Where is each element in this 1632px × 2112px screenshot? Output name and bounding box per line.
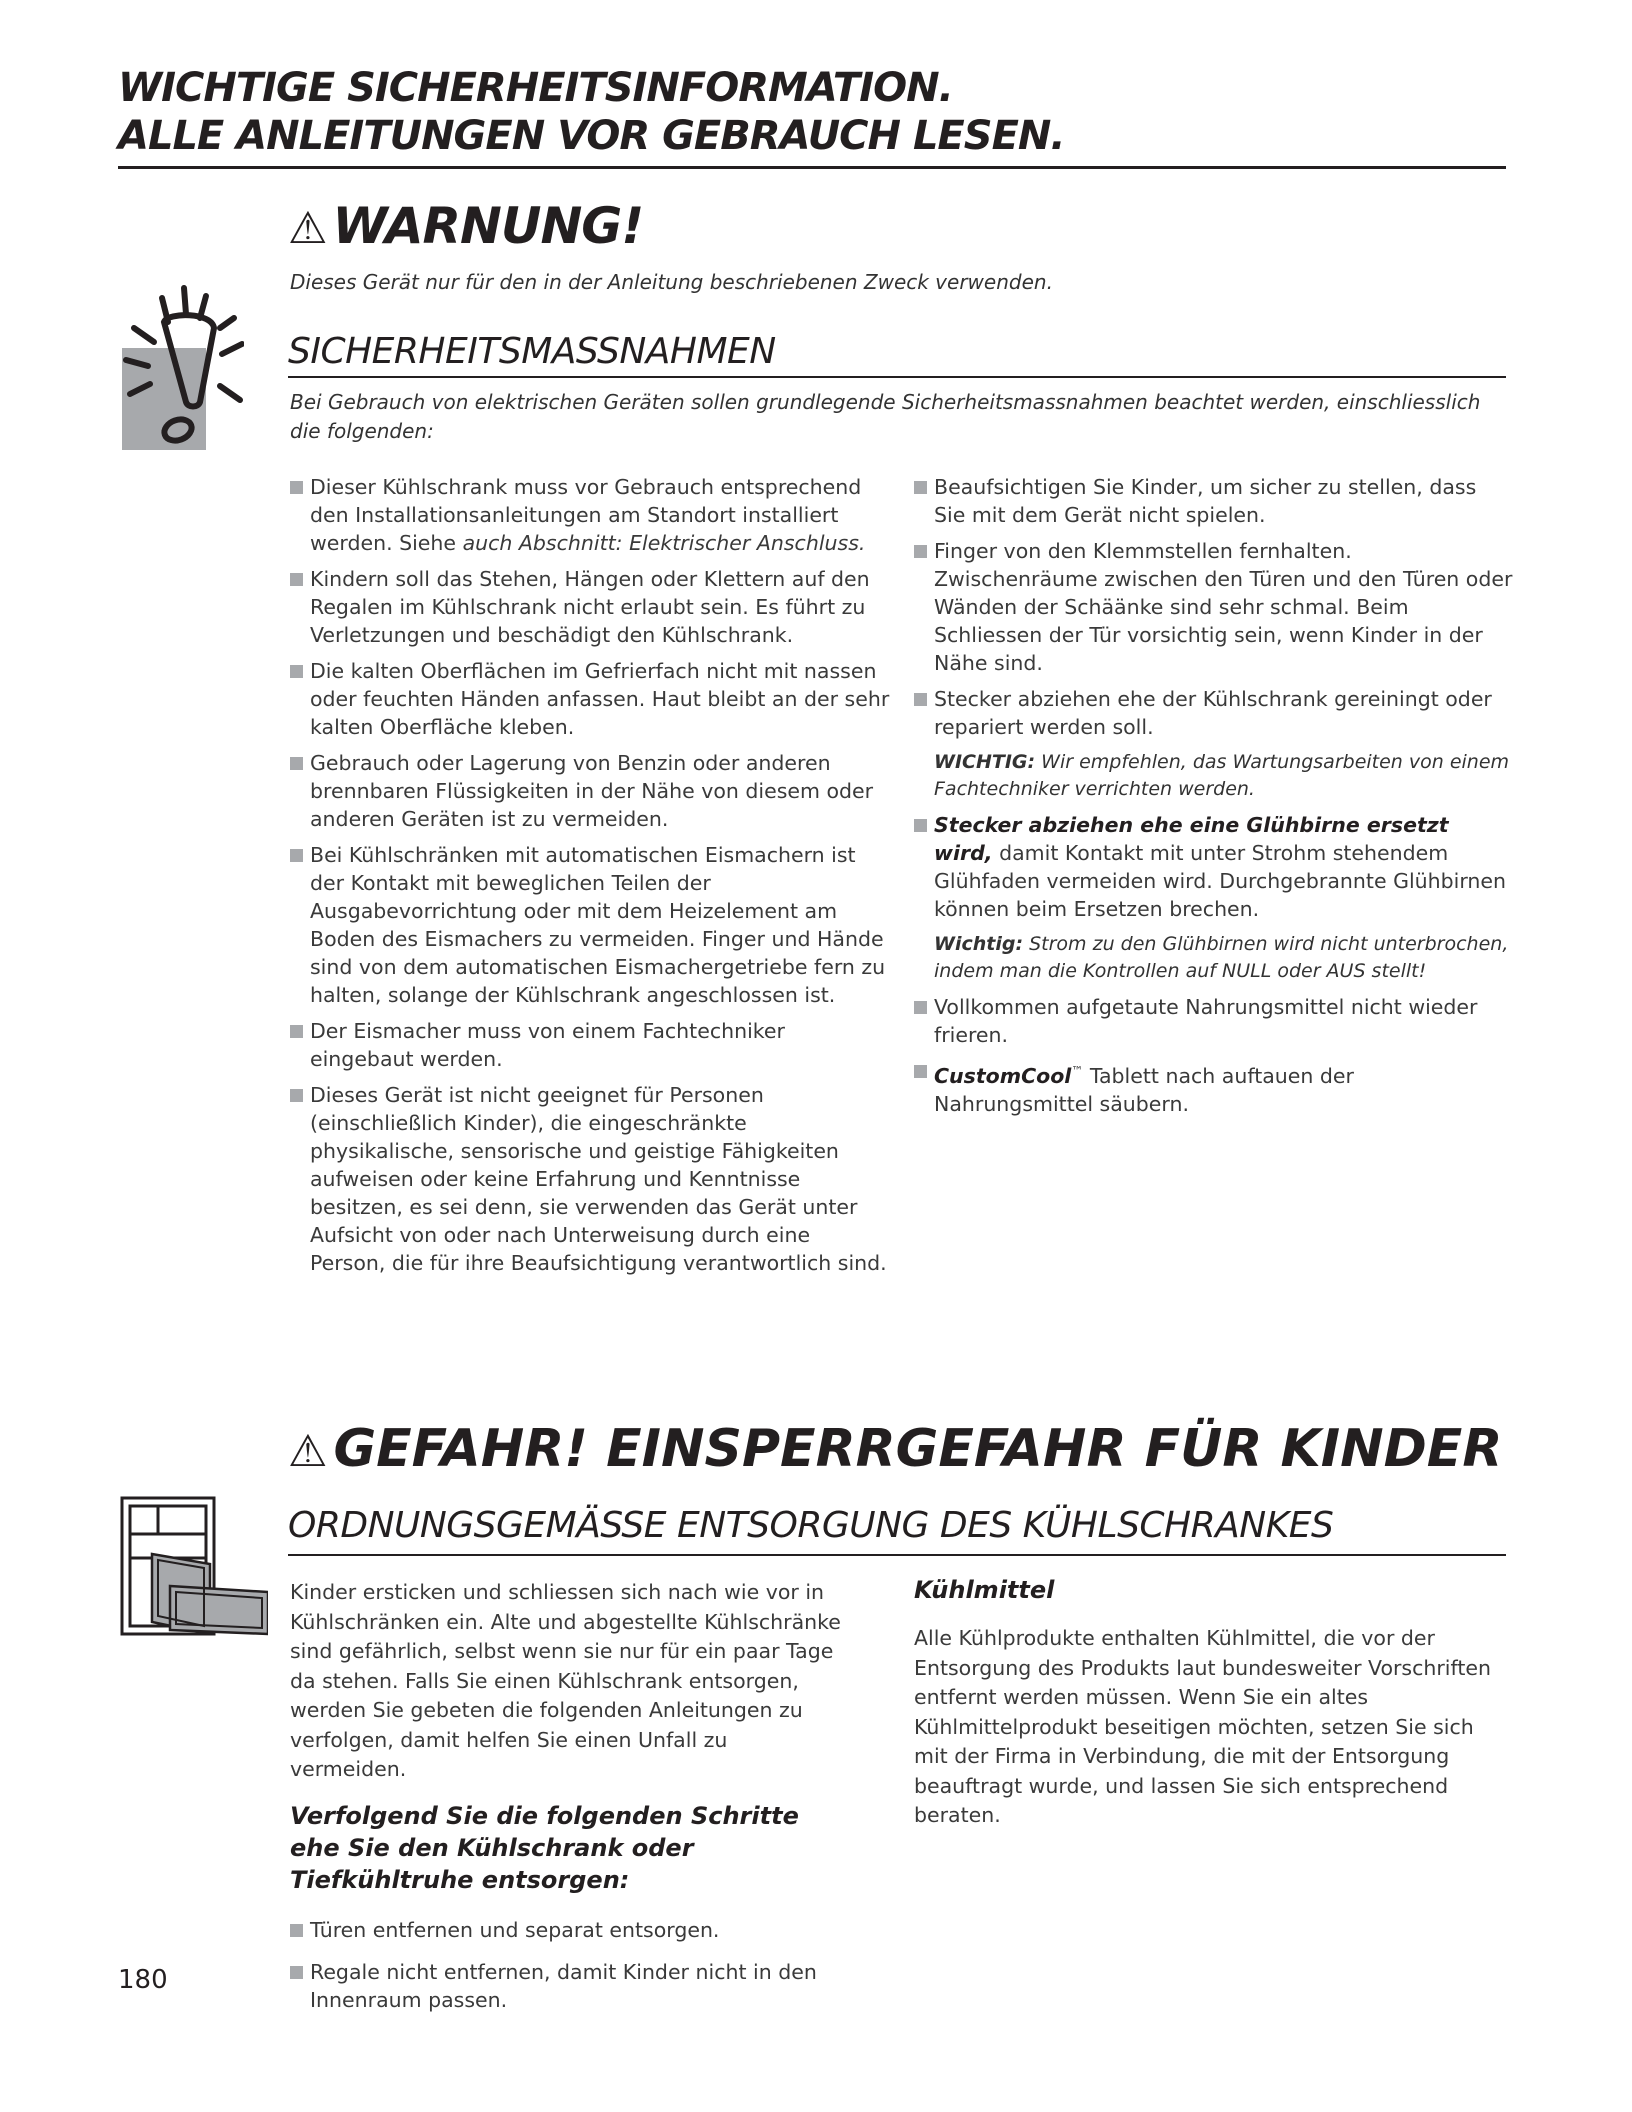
refrigerant-heading: Kühlmittel bbox=[914, 1576, 1055, 1604]
list-item bbox=[290, 1081, 890, 1277]
section-title-disposal: ORDNUNGSGEMÄSSE ENTSORGUNG DES KÜHLSCHRANKES bbox=[288, 1505, 1334, 1546]
open-refrigerator-icon bbox=[118, 1494, 268, 1644]
list-item bbox=[290, 565, 890, 649]
bullet-square-icon bbox=[914, 481, 927, 494]
steps-heading: Verfolgend Sie die folgenden Schritte ehe Sie den Kühlschrank oder Tiefkühltruhe entsorgen: bbox=[290, 1802, 799, 1894]
note-text: Wir empfehlen, das Wartungsarbeiten von einem Fachtechniker verrichten werden. bbox=[934, 751, 1510, 800]
note-text: Strom zu den Glühbirnen wird nicht unterbrochen, indem man die Kontrollen auf NULL oder AUS stellt! bbox=[934, 933, 1509, 982]
section-intro-safety: Bei Gebrauch von elektrischen Geräten sollen grundlegende Sicherheitsmassnahmen beachtet werden, einschliesslich die folgenden: bbox=[290, 390, 1481, 443]
warning-title bbox=[288, 196, 643, 259]
bullet-square-icon bbox=[290, 573, 303, 586]
disposal-steps-list bbox=[290, 1916, 850, 2022]
list-item-text: Tablett nach auftauen der Nahrungsmittel säubern. bbox=[934, 1063, 1354, 1116]
note-label: WICHTIG: bbox=[934, 751, 1036, 773]
bullet-square-icon bbox=[914, 1065, 927, 1078]
list-item-text: Stecker abziehen ehe der Kühlschrank gereiningt oder repariert werden soll. bbox=[934, 687, 1492, 739]
important-note bbox=[914, 931, 1514, 985]
header-title-line-2: ALLE ANLEITUNGEN VOR GEBRAUCH LESEN. bbox=[118, 113, 1065, 159]
safety-list-right bbox=[914, 473, 1514, 1126]
warning-triangle-icon: ⚠ bbox=[288, 1426, 328, 1477]
list-item bbox=[290, 657, 890, 741]
note-label: Wichtig: bbox=[934, 933, 1024, 955]
list-item-text: Bei Kühlschränken mit automatischen Eismachern ist der Kontakt mit beweglichen Teilen der Ausgabevorrichtung oder mit dem Heizelement am Boden des Eismachers zu vermeiden. Finger und Hände sind von dem automatischen Eismachergetriebe fern zu halten, solange der Kühlschrank angeschlossen ist. bbox=[310, 843, 886, 1007]
section-divider-disposal bbox=[288, 1554, 1506, 1556]
list-item bbox=[290, 749, 890, 833]
bullet-square-icon bbox=[914, 545, 927, 558]
list-item bbox=[914, 1057, 1514, 1118]
list-item bbox=[290, 1958, 850, 2014]
list-item-text: Beaufsichtigen Sie Kinder, um sicher zu stellen, dass Sie mit dem Gerät nicht spielen. bbox=[934, 475, 1477, 527]
list-item-text: Der Eismacher muss von einem Fachtechniker eingebaut werden. bbox=[310, 1019, 785, 1071]
list-item-text: Regale nicht entfernen, damit Kinder nicht in den Innenraum passen. bbox=[310, 1960, 817, 2012]
warning-intro: Dieses Gerät nur für den in der Anleitung beschriebenen Zweck verwenden. bbox=[290, 270, 1053, 294]
header-title-line-1: WICHTIGE SICHERHEITSINFORMATION. bbox=[118, 65, 953, 111]
danger-title-text: GEFAHR! EINSPERRGEFAHR FÜR KINDER bbox=[333, 1419, 1503, 1479]
page-number: 180 bbox=[118, 1965, 168, 1995]
bullet-square-icon bbox=[290, 665, 303, 678]
list-item-text: Kindern soll das Stehen, Hängen oder Klettern auf den Regalen im Kühlschrank nicht erlaubt sein. Es führt zu Verletzungen und beschädigt den Kühlschrank. bbox=[310, 567, 870, 647]
bullet-square-icon bbox=[914, 693, 927, 706]
warning-triangle-icon: ⚠ bbox=[288, 203, 327, 254]
disposal-intro: Kinder ersticken und schliessen sich nach wie vor in Kühlschränken ein. Alte und abgestellte Kühlschränke sind gefährlich, selbst wenn sie nur für ein paar Tage da stehen. Falls Sie einen Kühlschrank entsorgen, werden Sie gebeten die folgenden Anleitungen zu verfolgen, damit helfen Sie einen Unfall zu vermeiden. bbox=[290, 1580, 841, 1781]
list-item-text: Gebrauch oder Lagerung von Benzin oder anderen brennbaren Flüssigkeiten in der Nähe von diesem oder anderen Geräten ist zu vermeiden. bbox=[310, 751, 874, 831]
list-item bbox=[914, 537, 1514, 677]
bullet-square-icon bbox=[290, 1924, 303, 1937]
list-item bbox=[290, 1017, 890, 1073]
trademark-symbol: ™ bbox=[1071, 1064, 1084, 1078]
bullet-square-icon bbox=[290, 757, 303, 770]
bullet-square-icon bbox=[290, 481, 303, 494]
danger-title bbox=[288, 1418, 1502, 1483]
list-item bbox=[290, 473, 890, 557]
refrigerant-text: Alle Kühlprodukte enthalten Kühlmittel, die vor der Entsorgung des Produkts laut bundesweiter Vorschriften entfernt werden müssen. Wenn Sie ein altes Kühlmittelprodukt beseitigen möchten, setzen Sie sich mit der Firma in Verbindung, die mit der Entsorgung beauftragt wurde, und lassen Sie sich entsprechend beraten. bbox=[914, 1626, 1492, 1827]
list-item bbox=[290, 1916, 850, 1944]
list-item-text: Türen entfernen und separat entsorgen. bbox=[310, 1918, 720, 1942]
list-item-text: Die kalten Oberflächen im Gefrierfach nicht mit nassen oder feuchten Händen anfassen. Haut bleibt an der sehr kalten Oberfläche kleben. bbox=[310, 659, 890, 739]
bullet-square-icon bbox=[290, 1089, 303, 1102]
list-item-text: Dieser Kühlschrank muss vor Gebrauch entsprechend den Installationsanleitungen am Standort installiert werden. Siehe bbox=[310, 475, 862, 555]
list-item-text: damit Kontakt mit unter Strohm stehendem Glühfaden vermeiden wird. Durchgebrannte Glühbirnen können beim Ersetzen brechen. bbox=[934, 841, 1507, 921]
document-header bbox=[118, 64, 1518, 160]
list-item-bold-text: Stecker abziehen ehe eine Glühbirne ersetzt wird, bbox=[934, 813, 1449, 865]
list-item-text: Finger von den Klemmstellen fernhalten. Zwischenräume zwischen den Türen und den Türen oder Wänden der Schäänke sind sehr schmal. Beim Schliessen der Tür vorsichtig sein, wenn Kinder in der Nähe sind. bbox=[934, 539, 1513, 675]
warning-title-text: WARNUNG! bbox=[332, 197, 644, 255]
bullet-square-icon bbox=[290, 1966, 303, 1979]
exclamation-alert-icon bbox=[118, 282, 244, 452]
important-note bbox=[914, 749, 1514, 803]
list-item bbox=[914, 473, 1514, 529]
section-divider-safety bbox=[288, 376, 1506, 378]
list-item-text: Vollkommen aufgetaute Nahrungsmittel nicht wieder frieren. bbox=[934, 995, 1478, 1047]
bullet-square-icon bbox=[914, 1001, 927, 1014]
section-title-safety: SICHERHEITSMASSNAHMEN bbox=[288, 331, 776, 372]
list-item bbox=[290, 841, 890, 1009]
brand-name: CustomCool bbox=[934, 1063, 1072, 1088]
list-item bbox=[914, 811, 1514, 923]
header-divider bbox=[118, 166, 1506, 169]
bullet-square-icon bbox=[290, 849, 303, 862]
bullet-square-icon bbox=[290, 1025, 303, 1038]
list-item-text: Dieses Gerät ist nicht geeignet für Personen (einschließlich Kinder), die eingeschränkte physikalische, sensorische und geistige Fähigkeiten aufweisen oder keine Erfahrung und Kenntnisse besitzen, es sei denn, sie verwenden das Gerät unter Aufsicht von oder nach Unterweisung durch eine Person, die für ihre Beaufsichtigung verantwortlich sind. bbox=[310, 1083, 887, 1275]
list-item bbox=[914, 993, 1514, 1049]
list-item-italic-text: auch Abschnitt: Elektrischer Anschluss. bbox=[462, 531, 866, 555]
safety-list-left bbox=[290, 473, 890, 1285]
bullet-square-icon bbox=[914, 819, 927, 832]
list-item bbox=[914, 685, 1514, 741]
